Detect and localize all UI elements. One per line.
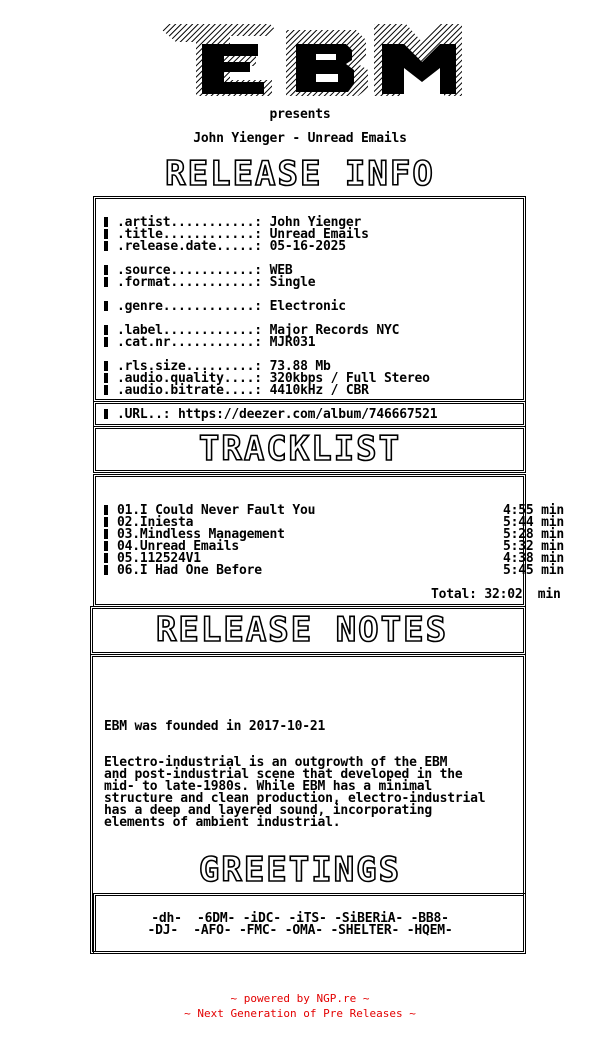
release-subtitle: John Yienger - Unread Emails xyxy=(193,131,407,146)
footer-powered-by: ~ powered by NGP.re ~ xyxy=(230,992,370,1005)
info-size-value: 73.88 Mb xyxy=(269,359,331,374)
track-name: 06.I Had One Before xyxy=(117,563,262,578)
info-title-row: .title............: Unread Emails xyxy=(104,229,369,241)
notes-line: structure and clean production, electro-industrial xyxy=(104,791,486,806)
info-quality-row: .audio.quality....: 320kbps / Full Stereo xyxy=(104,373,430,385)
track-time: 5:28 min xyxy=(503,527,565,542)
track-name: 04.Unread Emails xyxy=(117,539,240,554)
track-time: 5:44 min xyxy=(503,515,565,530)
ebm-logo xyxy=(160,22,465,98)
presents-text: presents xyxy=(269,107,331,122)
info-quality-value: 320kbps / Full Stereo xyxy=(269,371,430,386)
info-catnr-row: .cat.nr...........: MJR031 xyxy=(104,337,315,349)
track-name: 01.I Could Never Fault You xyxy=(117,503,316,518)
notes-line: elements of ambient industrial. xyxy=(104,815,341,830)
track-name: 05.112524V1 xyxy=(117,551,201,566)
founded-text: EBM was founded in 2017-10-21 xyxy=(104,719,326,734)
info-bitrate-row: .audio.bitrate....: 4410kHz / CBR xyxy=(104,385,369,397)
info-artist-value: John Yienger xyxy=(269,215,362,230)
tracklist-heading: TRACKLIST xyxy=(198,429,402,469)
info-artist-row: .artist...........: John Yienger xyxy=(104,217,361,229)
info-size-row: .rls.size.........: 73.88 Mb xyxy=(104,361,331,373)
info-label-row: .label............: Major Records NYC xyxy=(104,325,399,337)
track-time: 4:55 min xyxy=(503,503,565,518)
info-source-value: WEB xyxy=(269,263,293,278)
info-title-value: Unread Emails xyxy=(269,227,369,242)
release-notes-heading: RELEASE NOTES xyxy=(155,610,449,650)
info-date-row: .release.date.....: 05-16-2025 xyxy=(104,241,346,253)
notes-line: mid- to late-1980s. While EBM has a minimal xyxy=(104,779,432,794)
track-time: 4:38 min xyxy=(503,551,565,566)
url-row xyxy=(104,409,437,421)
greetings-line: -dh- -6DM- -iDC- -iTS- -SiBERiA- -BB8- xyxy=(151,911,449,926)
track-name: 03.Mindless Management xyxy=(117,527,285,542)
info-source-row: .source...........: WEB xyxy=(104,265,292,277)
notes-line: and post-industrial scene that developed in the xyxy=(104,767,463,782)
footer-tagline: ~ Next Generation of Pre Releases ~ xyxy=(184,1007,416,1020)
info-date-value: 05-16-2025 xyxy=(269,239,346,254)
track-row xyxy=(104,565,262,577)
url-label: .URL..: xyxy=(117,407,171,422)
notes-line: Electro-industrial is an outgrowth of the EBM xyxy=(104,755,448,770)
notes-line: has a deep and layered sound, incorporating xyxy=(104,803,432,818)
url-link[interactable]: https://deezer.com/album/746667521 xyxy=(178,407,438,422)
release-info-heading: RELEASE INFO xyxy=(165,154,435,194)
track-name: 02.Iniesta xyxy=(117,515,194,530)
total-duration: Total: 32:02 min xyxy=(431,587,561,602)
info-genre-row: .genre............: Electronic xyxy=(104,301,346,313)
info-format-value: Single xyxy=(269,275,316,290)
info-genre-value: Electronic xyxy=(269,299,346,314)
greetings-heading: GREETINGS xyxy=(198,850,402,890)
info-catnr-value: MJR031 xyxy=(269,335,316,350)
info-format-row: .format...........: Single xyxy=(104,277,315,289)
greetings-line: -DJ- -AFO- -FMC- -OMA- -SHELTER- -HQEM- xyxy=(147,923,453,938)
info-bitrate-value: 4410kHz / CBR xyxy=(269,383,369,398)
info-label-value: Major Records NYC xyxy=(269,323,400,338)
track-time: 5:32 min xyxy=(503,539,565,554)
track-time: 5:45 min xyxy=(503,563,565,578)
